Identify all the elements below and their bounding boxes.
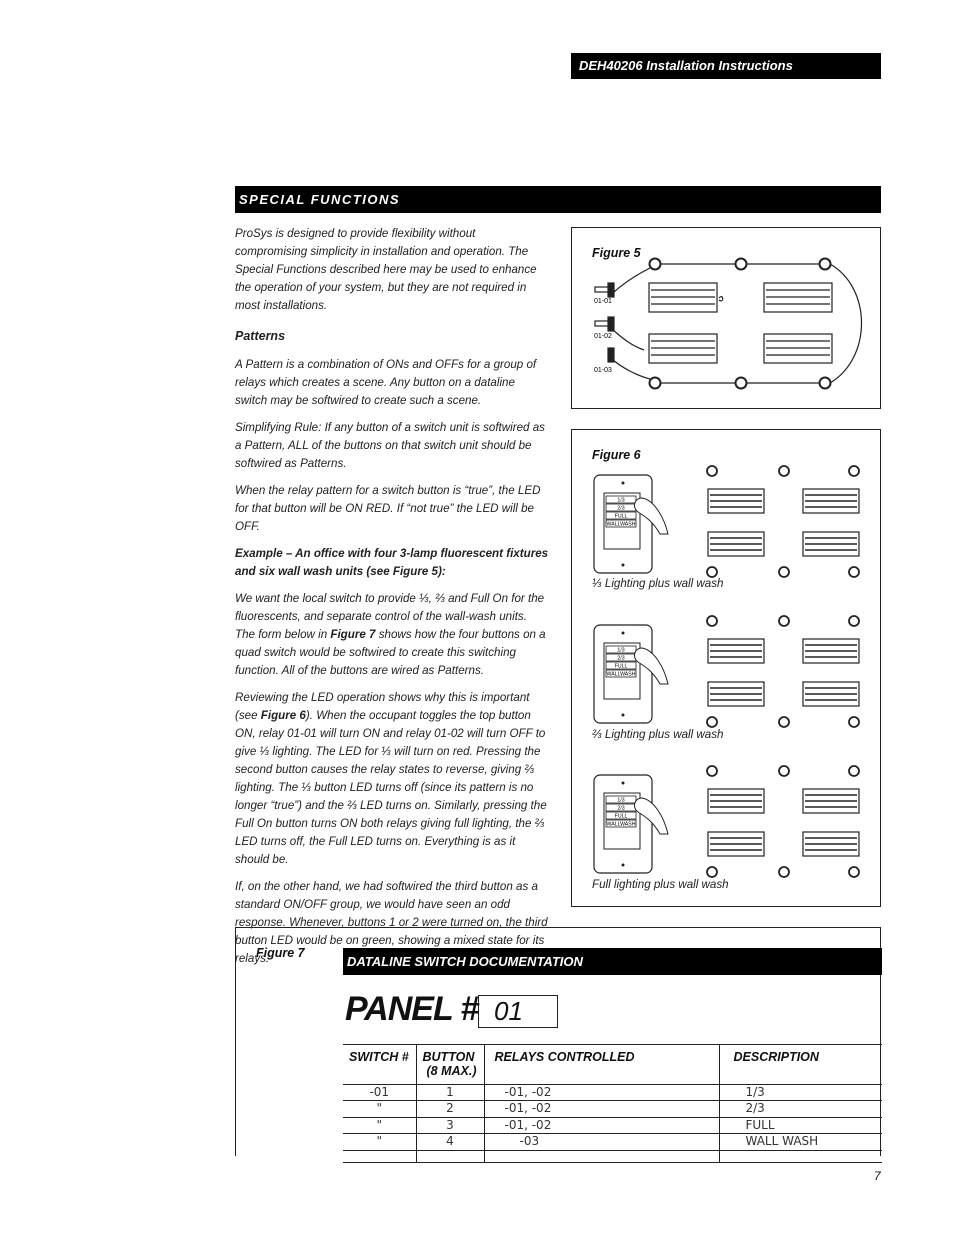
table-row-empty (343, 1150, 882, 1162)
figure6-caption-third: ⅓ Lighting plus wall wash (592, 577, 724, 590)
switch-button-label: 2/3 (617, 655, 625, 662)
button-cell: 2 (416, 1101, 484, 1118)
relay-label-01-02: 01-02 (594, 333, 612, 340)
figure6-panel (594, 616, 859, 727)
switch-button-label: 2/3 (617, 505, 625, 512)
figure5-wiring-diagram (572, 228, 882, 410)
switch-button-label: 2/3 (617, 805, 625, 812)
standard-group-paragraph: If, on the other hand, we had softwired the third button as a standard ON/OFF group, we would have seen an odd response. Whenever, buttons 1 or 2 were turned on, the third button LED would be on green, showing a mixed state for its relays. (235, 880, 548, 965)
page-number: 7 (874, 1169, 881, 1183)
relays-cell: -01, -02 (484, 1101, 719, 1118)
figure7-reference: Figure 7 (330, 628, 376, 641)
switch-button-label: FULL (614, 813, 628, 820)
column-button: BUTTON (8 MAX.) (416, 1045, 484, 1084)
description-cell: FULL (719, 1117, 882, 1134)
switch-documentation-table (343, 1045, 882, 1163)
column-description: DESCRIPTION (719, 1045, 882, 1084)
table-row (343, 1117, 882, 1134)
column-relays: RELAYS CONTROLLED (484, 1045, 719, 1084)
led-rule: When the relay pattern for a switch button is “true”, the LED for that button will be ON RED. If “not true” the LED will be OFF. (235, 484, 541, 533)
relay-label-01-01: 01-01 (594, 298, 612, 305)
body-text-column (235, 225, 550, 977)
button-cell: 1 (416, 1084, 484, 1101)
description-cell: 2/3 (719, 1101, 882, 1118)
switch-button-label: WALLWASH (606, 521, 636, 528)
button-cell: 4 (416, 1134, 484, 1151)
figure6-caption-two-thirds: ⅔ Lighting plus wall wash (592, 728, 724, 741)
figure6-panel (594, 766, 859, 877)
switch-cell: " (343, 1134, 416, 1151)
panel-number-field: 01 (478, 995, 558, 1028)
figure7-label: Figure 7 (256, 946, 305, 960)
switch-button-label: FULL (614, 513, 628, 520)
simplifying-rule: Simplifying Rule: If any button of a switch unit is softwired as a Pattern, ALL of the buttons on that switch unit should be softwired as Patterns. (235, 421, 545, 470)
switch-button-label: FULL (614, 663, 628, 670)
figure6-label: Figure 6 (592, 448, 641, 462)
switch-button-label: 1/3 (617, 797, 625, 804)
relays-cell: -01, -02 (484, 1117, 719, 1134)
figure6-switch-diagrams (572, 430, 882, 908)
relays-cell: -03 (484, 1134, 719, 1151)
column-switch: SWITCH # (343, 1045, 416, 1084)
figure6-panel (594, 466, 859, 577)
document-title-bar: DEH40206 Installation Instructions (571, 53, 881, 79)
description-cell: 1/3 (719, 1084, 882, 1101)
switch-cell: -01 (343, 1084, 416, 1101)
switch-cell: " (343, 1101, 416, 1118)
figure6-caption-full: Full lighting plus wall wash (592, 878, 729, 891)
switch-button-label: 1/3 (617, 497, 625, 504)
example-heading: Example – An office with four 3-lamp fluorescent fixtures and six wall wash units (see Figure 5): (235, 547, 549, 578)
switch-cell: " (343, 1117, 416, 1134)
pattern-definition: A Pattern is a combination of ONs and OFFs for a group of relays which creates a scene. Any button on a dataline switch may be softwired to create such a scene. (235, 358, 537, 407)
figure6-reference: Figure 6 (260, 709, 306, 722)
intro-paragraph: ProSys is designed to provide flexibility without compromising simplicity in installation and operation. The Special Functions described here may be used to enhance the operation of your system, but they are not required in most installations. (235, 227, 537, 312)
button-cell: 3 (416, 1117, 484, 1134)
panel-label: PANEL # (345, 990, 479, 1028)
section-title: SPECIAL FUNCTIONS (235, 186, 881, 213)
relays-cell: -01, -02 (484, 1084, 719, 1101)
figure7-box (235, 927, 881, 1156)
table-row (343, 1084, 882, 1101)
switch-button-label: 1/3 (617, 647, 625, 654)
figure5-box (571, 227, 881, 409)
relay-label-01-03: 01-03 (594, 367, 612, 374)
switch-button-label: WALLWASH (606, 821, 636, 828)
example-paragraph: We want the local switch to provide ⅓, ⅔ and Full On for the fluorescents, and separate control of the wall-wash units. The form below in Figure 7 shows how the four buttons on a quad switch would be softwired to create this switching function. All of the buttons are wired as Patterns. (235, 592, 546, 677)
figure5-label: Figure 5 (592, 246, 641, 260)
figure6-box (571, 429, 881, 907)
documentation-title-bar: DATALINE SWITCH DOCUMENTATION (343, 948, 882, 975)
description-cell: WALL WASH (719, 1134, 882, 1151)
patterns-heading: Patterns (235, 329, 286, 343)
led-operation-paragraph: Reviewing the LED operation shows why this is important (see Figure 6). When the occupant toggles the top button ON, relay 01-01 will turn ON and relay 01-02 will turn OFF to give ⅓ lighting. The LED for ⅓ will turn on red. Pressing the second button causes the relay states to reverse, giving ⅔ lighting. The ⅓ button LED turns off (since its pattern is no longer “true”) and the ⅔ LED turns on. Similarly, pressing the Full On button turns ON both relays giving full lighting, the ⅔ LED turns off, the Full LED turns on. Everything is as it should be. (235, 691, 547, 866)
switch-button-label: WALLWASH (606, 671, 636, 678)
table-row (343, 1101, 882, 1118)
table-row (343, 1134, 882, 1151)
